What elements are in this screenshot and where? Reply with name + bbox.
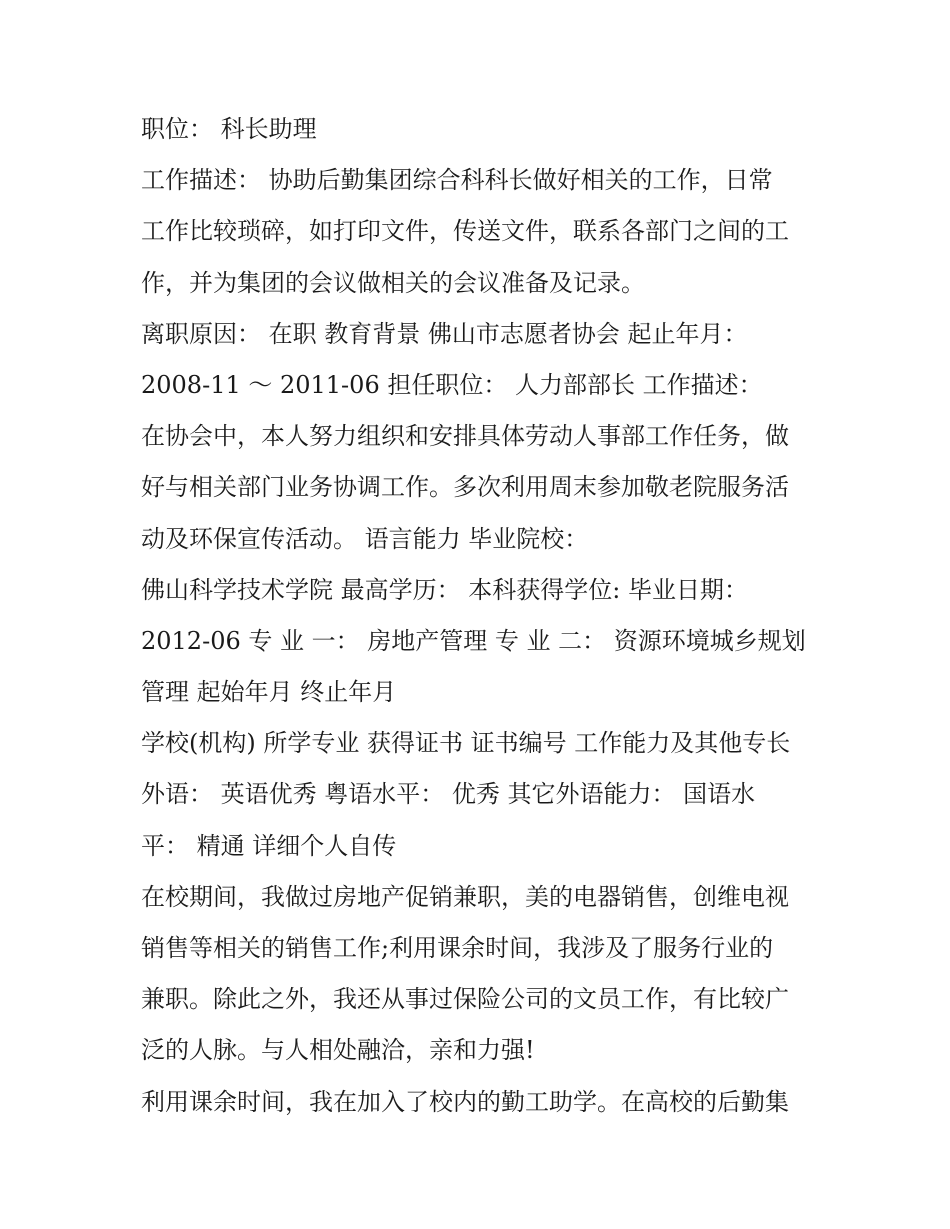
text-line: 工作描述： 协助后勤集团综合科科长做好相关的工作，日常	[141, 166, 773, 195]
text-line: 泛的人脉。与人相处融洽，亲和力强!	[141, 1036, 535, 1065]
text-line: 利用课余时间，我在加入了校内的勤工助学。在高校的后勤集	[141, 1087, 789, 1116]
text-line: 在协会中，本人努力组织和安排具体劳动人事部工作任务，做	[141, 422, 789, 451]
text-line: 2008-11 ～ 2011-06 担任职位： 人力部部长 工作描述：	[141, 370, 763, 399]
text-line: 销售等相关的销售工作;利用课余时间，我涉及了服务行业的	[141, 934, 774, 962]
text-line: 2012-06 专 业 一： 房地产管理 专 业 二： 资源环境城乡规划	[141, 626, 806, 655]
text-line: 离职原因： 在职 教育背景 佛山市志愿者协会 起止年月：	[141, 319, 748, 348]
text-line: 外语： 英语优秀 粤语水平： 优秀 其它外语能力： 国语水	[141, 780, 756, 809]
text-line: 工作比较琐碎，如打印文件，传送文件，联系各部门之间的工	[141, 217, 789, 246]
text-line: 在校期间，我做过房地产促销兼职，美的电器销售，创维电视	[141, 882, 789, 911]
document-body	[141, 104, 831, 1128]
text-line: 佛山科学技术学院 最高学历： 本科获得学位: 毕业日期：	[141, 575, 748, 604]
text-line: 动及环保宣传活动。 语言能力 毕业院校：	[141, 524, 589, 553]
text-line: 兼职。除此之外，我还从事过保险公司的文员工作，有比较广	[141, 985, 789, 1014]
text-line: 好与相关部门业务协调工作。多次利用周末参加敬老院服务活	[141, 473, 789, 502]
text-line: 平： 精通 详细个人自传	[141, 831, 397, 860]
text-line: 职位： 科长助理	[141, 115, 317, 143]
text-line: 学校(机构) 所学专业 获得证书 证书编号 工作能力及其他专长	[141, 729, 791, 758]
text-line: 作，并为集团的会议做相关的会议准备及记录。	[141, 268, 645, 297]
text-line: 管理 起始年月 终止年月	[141, 678, 397, 707]
